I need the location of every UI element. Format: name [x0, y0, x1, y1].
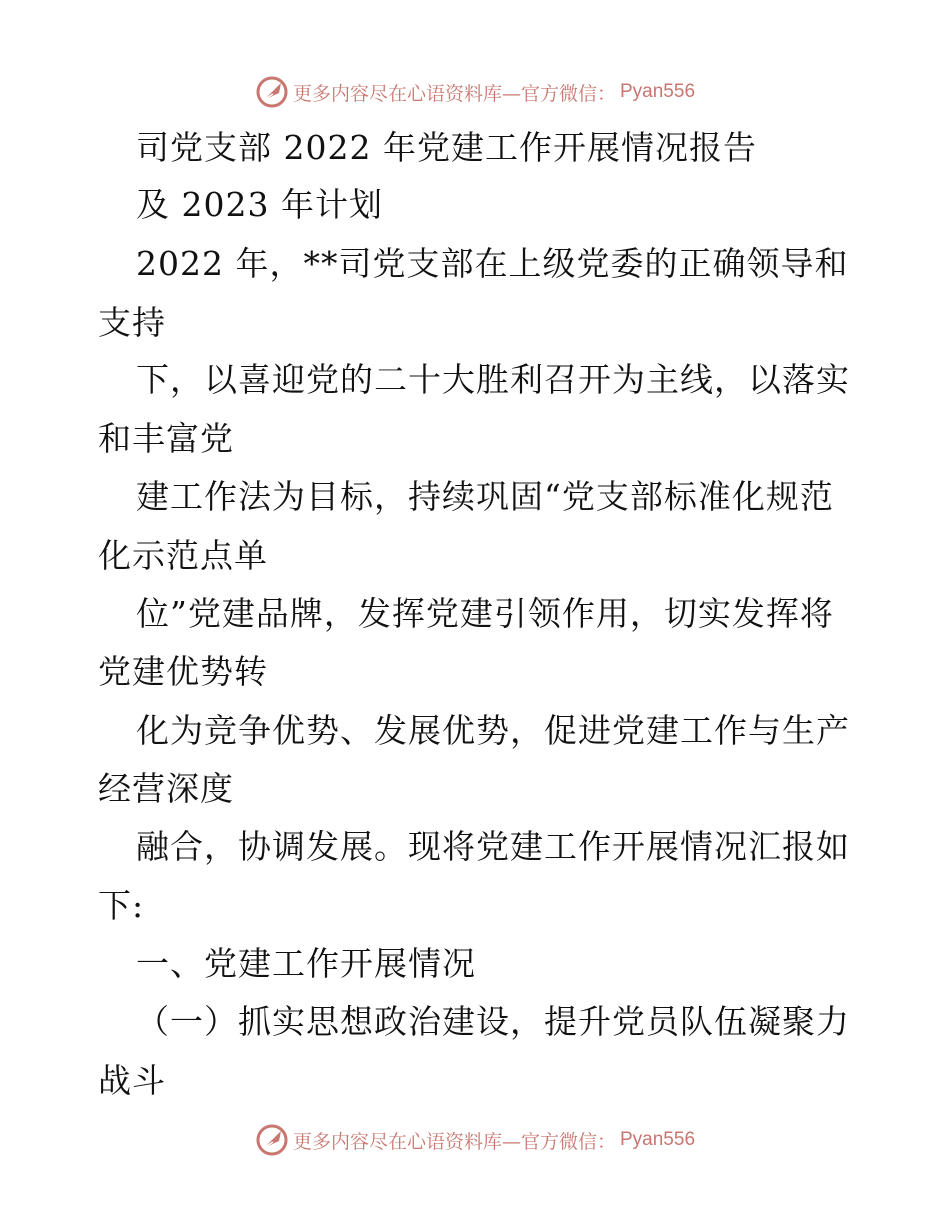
doc-line-10: 党建优势转: [98, 652, 268, 691]
doc-line-3: 2022 年，**司党支部在上级党委的正确领导和: [136, 244, 849, 283]
watermark-wechat-id: Pyan556: [620, 81, 696, 102]
doc-line-7: 建工作法为目标，持续巩固“党支部标准化规范: [136, 477, 834, 516]
doc-line-9: 位”党建品牌，发挥党建引领作用，切实发挥将: [136, 594, 834, 633]
feather-seal-icon: [255, 75, 289, 109]
doc-line-13: 融合，协调发展。现将党建工作开展情况汇报如: [136, 827, 850, 866]
doc-line-11: 化为竞争优势、发展优势，促进党建工作与生产: [136, 711, 850, 750]
watermark-text: 更多内容尽在心语资料库—官方微信：: [292, 1130, 616, 1153]
watermark-text: 更多内容尽在心语资料库—官方微信：: [292, 82, 616, 105]
watermark-footer: [0, 1120, 950, 1160]
doc-line-5: 下，以喜迎党的二十大胜利召开为主线，以落实: [136, 360, 850, 399]
doc-title-line-1: 司党支部 2022 年党建工作开展情况报告: [136, 128, 757, 167]
section-heading-1: 一、党建工作开展情况: [136, 944, 476, 983]
doc-line-4: 支持: [98, 303, 166, 342]
doc-line-12: 经营深度: [98, 769, 234, 808]
feather-seal-icon: [255, 1123, 289, 1157]
doc-line-8: 化示范点单: [98, 536, 268, 575]
doc-line-17: 战斗: [98, 1061, 166, 1100]
doc-title-line-2: 及 2023 年计划: [136, 185, 383, 224]
watermark-wechat-id: Pyan556: [620, 1129, 696, 1150]
subsection-heading-1: （一）抓实思想政治建设，提升党员队伍凝聚力: [136, 1002, 850, 1041]
watermark-header: [0, 72, 950, 112]
doc-line-6: 和丰富党: [98, 419, 234, 458]
doc-line-14: 下:: [98, 886, 145, 925]
